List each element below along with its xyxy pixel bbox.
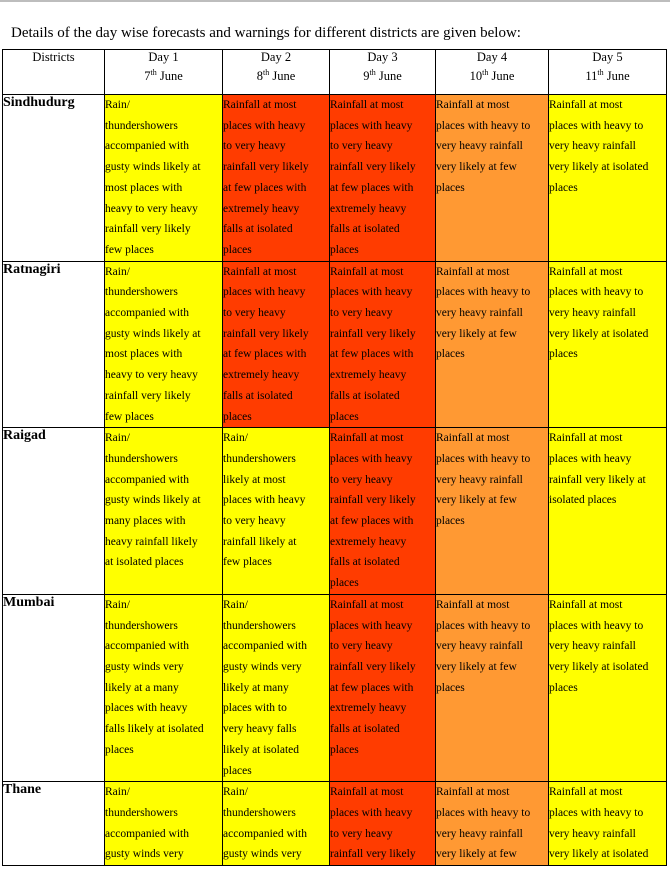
forecast-line: rainfall very likely <box>223 327 309 340</box>
forecast-line: very likely at few <box>436 327 517 340</box>
date-number: 10 <box>469 69 483 83</box>
forecast-line: falls at isolated <box>223 389 293 402</box>
forecast-line: places with heavy <box>330 806 413 819</box>
forecast-line: Rain/ <box>223 598 248 611</box>
forecast-line: at few places with <box>330 515 414 528</box>
forecast-line: Rain/ <box>105 99 130 111</box>
forecast-line: extremely heavy <box>330 535 407 548</box>
forecast-line: Rain/ <box>105 265 130 278</box>
forecast-line: Rain/ <box>105 432 130 445</box>
forecast-line: thundershowers <box>223 619 296 632</box>
forecast-line: very likely at isolated <box>549 161 649 174</box>
district-name: Sindhudurg <box>3 95 105 262</box>
forecast-line: very likely at few <box>436 161 517 174</box>
forecast-cell-day-4 <box>436 428 549 595</box>
forecast-line: to very heavy <box>330 473 393 486</box>
forecast-line: rainfall very likely <box>223 161 309 174</box>
date-number: 7 <box>144 69 151 83</box>
forecast-line: very likely at few <box>436 494 517 507</box>
forecast-line: Rainfall at most <box>436 265 510 278</box>
forecast-line: Rainfall at most <box>330 265 404 278</box>
date-month: June <box>156 69 183 83</box>
forecast-line: many places with <box>105 515 186 528</box>
forecast-line: accompanied with <box>105 473 189 486</box>
forecast-line: to very heavy <box>223 140 286 153</box>
forecast-line: places with heavy <box>223 119 306 132</box>
header-day-1 <box>105 50 223 95</box>
forecast-line: rainfall likely at <box>223 535 297 548</box>
forecast-line: Rainfall at most <box>330 99 404 111</box>
forecast-line: gusty winds likely at <box>105 494 201 507</box>
day-label: Day 5 <box>592 50 623 64</box>
forecast-line: accompanied with <box>105 640 189 653</box>
forecast-cell-day-2 <box>223 594 330 781</box>
forecast-line: places <box>549 181 578 194</box>
forecast-line: very likely at isolated <box>549 848 649 861</box>
forecast-line: Rainfall at most <box>436 786 510 799</box>
forecast-line: to very heavy <box>223 515 286 528</box>
forecast-line: accompanied with <box>223 827 307 840</box>
forecast-line: Rainfall at most <box>549 432 623 445</box>
forecast-line: very heavy rainfall <box>436 473 523 486</box>
forecast-cell-day-4 <box>436 782 549 866</box>
forecast-line: likely at isolated <box>223 743 300 756</box>
forecast-line: Rainfall at most <box>436 432 510 445</box>
forecast-line: at few places with <box>223 181 307 194</box>
district-row-ratnagiri <box>3 261 667 428</box>
forecast-line: to very heavy <box>330 140 393 153</box>
forecast-line: rainfall very likely <box>330 161 416 174</box>
forecast-line: extremely heavy <box>330 202 407 215</box>
forecast-line: places <box>436 681 465 694</box>
forecast-line: likely at most <box>223 473 286 486</box>
forecast-line: places <box>223 410 252 423</box>
header-day-5 <box>549 50 667 95</box>
header-day-3 <box>330 50 436 95</box>
day-label: Day 3 <box>367 50 398 64</box>
forecast-cell-day-5 <box>549 95 667 262</box>
forecast-line: isolated places <box>549 494 617 507</box>
forecast-line: heavy to very heavy <box>105 369 198 382</box>
date-number: 8 <box>256 69 263 83</box>
forecast-line: Rainfall at most <box>549 598 623 611</box>
forecast-line: places <box>330 577 359 590</box>
forecast-cell-day-4 <box>436 95 549 262</box>
forecast-line: places <box>223 764 252 777</box>
forecast-cell-day-3 <box>330 428 436 595</box>
forecast-line: places with heavy to <box>436 619 531 632</box>
forecast-cell-day-2 <box>223 261 330 428</box>
forecast-line: very heavy rainfall <box>436 140 523 153</box>
date-month: June <box>488 69 515 83</box>
forecast-line: thundershowers <box>105 619 178 632</box>
forecast-line: places with heavy <box>549 452 632 465</box>
forecast-line: few places <box>105 410 154 423</box>
forecast-line: places with heavy <box>330 119 413 132</box>
forecast-line: most places with <box>105 181 183 194</box>
forecast-line: very likely at isolated <box>549 327 649 340</box>
forecast-line: falls at isolated <box>330 556 400 569</box>
forecast-line: very likely at few <box>436 848 517 861</box>
forecast-line: heavy rainfall likely <box>105 535 198 548</box>
forecast-cell-day-5 <box>549 428 667 595</box>
forecast-cell-day-1 <box>105 95 223 262</box>
forecast-cell-day-2 <box>223 95 330 262</box>
forecast-line: very heavy rainfall <box>436 307 523 320</box>
forecast-line: places with heavy <box>223 286 306 299</box>
forecast-line: very heavy rainfall <box>549 140 636 153</box>
day-label: Day 1 <box>148 50 179 64</box>
forecast-line: very likely at few <box>436 660 517 673</box>
forecast-line: places with heavy to <box>436 452 531 465</box>
forecast-line: extremely heavy <box>223 202 300 215</box>
forecast-line: places <box>330 743 359 756</box>
forecast-line: to very heavy <box>223 307 286 320</box>
forecast-cell-day-1 <box>105 594 223 781</box>
forecast-line: Rainfall at most <box>330 598 404 611</box>
forecast-line: Rainfall at most <box>330 786 404 799</box>
forecast-cell-day-5 <box>549 261 667 428</box>
date-suffix: th <box>369 68 376 77</box>
table-body <box>3 95 667 866</box>
forecast-line: Rainfall at most <box>330 432 404 445</box>
forecast-table <box>2 49 667 866</box>
forecast-line: places with heavy <box>105 702 188 715</box>
forecast-line: falls at isolated <box>330 223 400 236</box>
header-row <box>3 50 667 95</box>
forecast-line: gusty winds very <box>223 848 302 861</box>
forecast-line: to very heavy <box>330 307 393 320</box>
forecast-line: to very heavy <box>330 640 393 653</box>
forecast-line: at few places with <box>223 348 307 361</box>
forecast-line: Rainfall at most <box>223 265 297 278</box>
date-month: June <box>603 69 630 83</box>
forecast-line: rainfall very likely at <box>549 473 646 486</box>
forecast-line: Rain/ <box>105 786 130 799</box>
forecast-cell-day-4 <box>436 261 549 428</box>
forecast-line: to very heavy <box>330 827 393 840</box>
forecast-line: places <box>436 348 465 361</box>
forecast-line: very heavy falls <box>223 723 297 736</box>
forecast-line: Rainfall at most <box>436 99 510 111</box>
forecast-line: rainfall very likely <box>330 327 416 340</box>
date-suffix: th <box>262 68 270 77</box>
forecast-line: likely at a many <box>105 681 179 694</box>
forecast-line: most places with <box>105 348 183 361</box>
forecast-line: very heavy rainfall <box>436 827 523 840</box>
forecast-cell-day-5 <box>549 782 667 866</box>
forecast-line: places with heavy <box>223 494 306 507</box>
forecast-line: Rain/ <box>223 786 248 799</box>
forecast-line: falls at isolated <box>330 723 400 736</box>
forecast-line: accompanied with <box>105 827 189 840</box>
district-row-thane <box>3 782 667 866</box>
forecast-line: places <box>223 243 252 256</box>
forecast-cell-day-3 <box>330 261 436 428</box>
forecast-line: places with heavy to <box>436 286 531 299</box>
forecast-line: very heavy rainfall <box>436 640 523 653</box>
forecast-line: likely at many <box>223 681 289 694</box>
header-districts <box>3 50 105 95</box>
forecast-cell-day-1 <box>105 261 223 428</box>
forecast-line: falls at isolated <box>330 389 400 402</box>
forecast-line: falls at isolated <box>223 223 293 236</box>
forecast-line: Rainfall at most <box>436 598 510 611</box>
forecast-line: gusty winds likely at <box>105 161 201 174</box>
forecast-cell-day-2 <box>223 782 330 866</box>
forecast-line: gusty winds very <box>105 848 184 861</box>
forecast-line: places <box>436 181 465 194</box>
forecast-line: rainfall very likely <box>105 223 191 236</box>
forecast-line: places with heavy to <box>436 119 531 132</box>
date-suffix: th <box>482 68 489 77</box>
forecast-line: thundershowers <box>223 452 296 465</box>
forecast-line: rainfall very likely <box>105 389 191 402</box>
forecast-line: accompanied with <box>105 140 189 153</box>
forecast-line: at few places with <box>330 681 414 694</box>
forecast-cell-day-3 <box>330 95 436 262</box>
forecast-line: at isolated places <box>105 556 184 569</box>
district-row-sindhudurg <box>3 95 667 262</box>
forecast-line: places <box>549 681 578 694</box>
forecast-line: places <box>436 515 465 528</box>
header-day-4 <box>436 50 549 95</box>
forecast-line: places with heavy <box>330 452 413 465</box>
forecast-line: places with heavy to <box>549 619 644 632</box>
forecast-line: places with heavy <box>330 619 413 632</box>
forecast-line: few places <box>223 556 272 569</box>
forecast-line: heavy to very heavy <box>105 202 198 215</box>
forecast-cell-day-3 <box>330 594 436 781</box>
day-label: Day 2 <box>260 50 292 64</box>
district-name: Ratnagiri <box>3 261 105 428</box>
header-day-2 <box>223 50 330 95</box>
forecast-cell-day-2 <box>223 428 330 595</box>
forecast-line: thundershowers <box>105 286 178 299</box>
district-name: Thane <box>3 782 105 866</box>
forecast-line: at few places with <box>330 348 414 361</box>
district-name: Raigad <box>3 428 105 595</box>
forecast-line: very heavy rainfall <box>549 640 636 653</box>
forecast-line: rainfall very likely <box>330 494 416 507</box>
forecast-line: places with to <box>223 702 287 715</box>
forecast-line: places <box>330 243 359 256</box>
forecast-line: places with heavy to <box>436 806 531 819</box>
forecast-line: accompanied with <box>223 640 307 653</box>
forecast-line: at few places with <box>330 181 414 194</box>
district-name: Mumbai <box>3 594 105 781</box>
district-row-mumbai <box>3 594 667 781</box>
forecast-cell-day-4 <box>436 594 549 781</box>
forecast-line: Rainfall at most <box>549 265 623 278</box>
forecast-cell-day-3 <box>330 782 436 866</box>
forecast-line: places <box>549 348 578 361</box>
forecast-line: Rainfall at most <box>223 99 297 111</box>
forecast-line: extremely heavy <box>223 369 300 382</box>
forecast-line: Rain/ <box>105 598 130 611</box>
day-label: Day 4 <box>476 50 508 64</box>
forecast-cell-day-1 <box>105 428 223 595</box>
date-suffix: th <box>150 68 157 77</box>
top-rule <box>0 0 670 2</box>
forecast-line: places with heavy to <box>549 286 644 299</box>
forecast-line: rainfall very likely <box>330 848 416 861</box>
forecast-line: places <box>330 410 359 423</box>
forecast-line: extremely heavy <box>330 369 407 382</box>
forecast-line: gusty winds likely at <box>105 327 201 340</box>
date-suffix: th <box>597 68 604 77</box>
forecast-cell-day-5 <box>549 594 667 781</box>
forecast-line: places with heavy to <box>549 119 644 132</box>
forecast-line: falls likely at isolated <box>105 723 204 736</box>
district-row-raigad <box>3 428 667 595</box>
date-number: 11 <box>585 69 598 83</box>
forecast-line: rainfall very likely <box>330 660 416 673</box>
forecast-line: very heavy rainfall <box>549 307 636 320</box>
forecast-line: few places <box>105 243 154 256</box>
intro-text: Details of the day wise forecasts and warnings for different districts are given below: <box>11 25 521 41</box>
date-month: June <box>269 69 296 83</box>
forecast-cell-day-1 <box>105 782 223 866</box>
forecast-line: very heavy rainfall <box>549 827 636 840</box>
forecast-line: Rainfall at most <box>549 786 623 799</box>
header-districts-label: Districts <box>32 50 75 64</box>
date-number: 9 <box>363 69 370 83</box>
forecast-line: places <box>105 743 134 756</box>
forecast-line: accompanied with <box>105 307 189 320</box>
forecast-line: Rain/ <box>223 432 248 445</box>
forecast-line: thundershowers <box>105 452 178 465</box>
date-month: June <box>375 69 402 83</box>
forecast-line: gusty winds very <box>105 660 184 673</box>
forecast-line: places with heavy <box>330 286 413 299</box>
forecast-line: places with heavy to <box>549 806 644 819</box>
forecast-line: thundershowers <box>105 119 178 132</box>
forecast-line: extremely heavy <box>330 702 407 715</box>
forecast-line: thundershowers <box>105 806 178 819</box>
forecast-line: thundershowers <box>223 806 296 819</box>
forecast-line: Rainfall at most <box>549 99 623 111</box>
forecast-line: very likely at isolated <box>549 660 649 673</box>
forecast-line: gusty winds very <box>223 660 302 673</box>
